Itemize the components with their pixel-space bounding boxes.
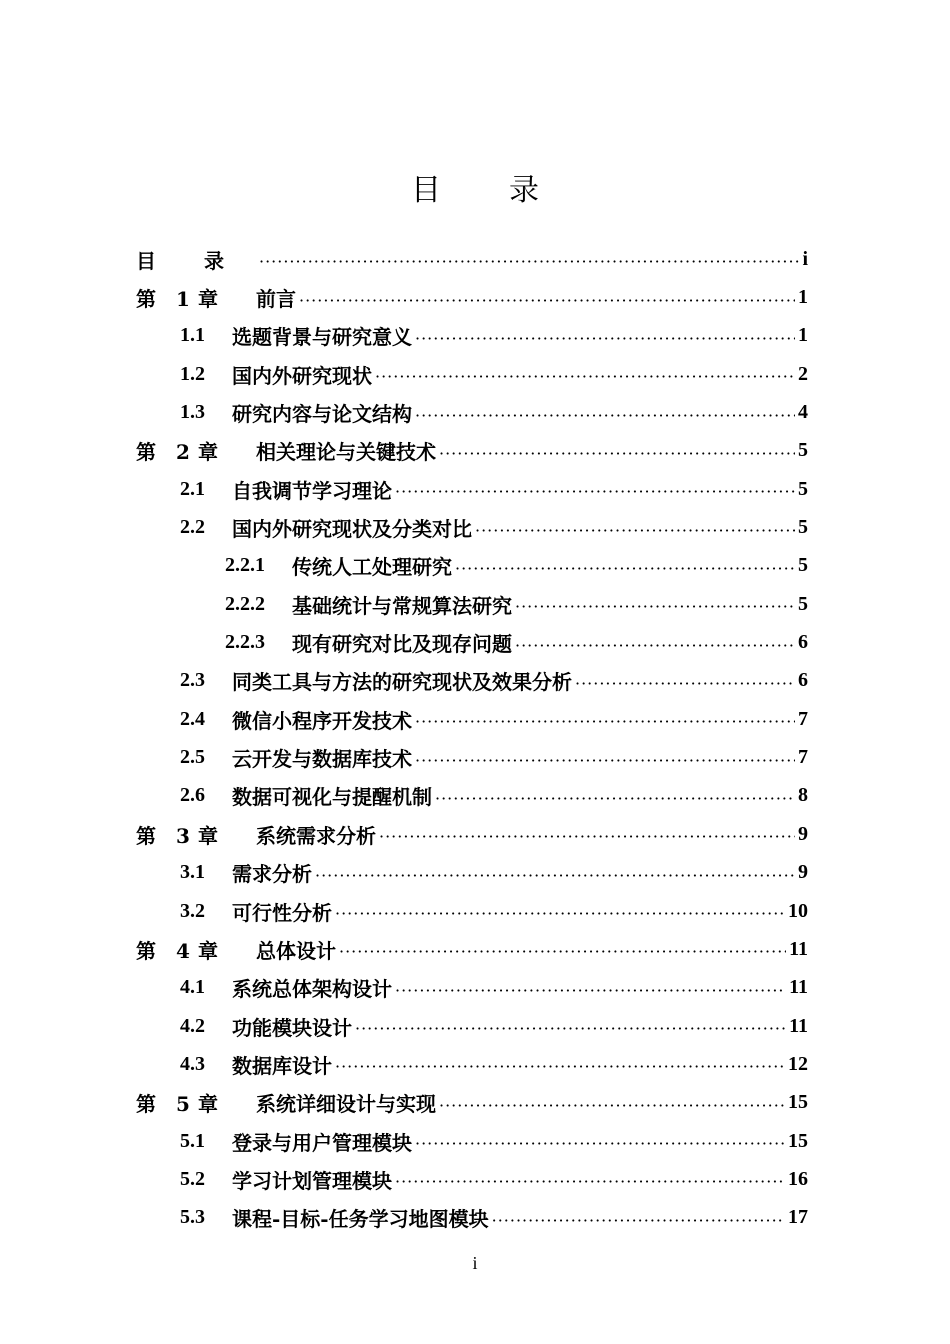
toc-entry[interactable] — [136, 1199, 808, 1237]
dot-leader — [299, 291, 795, 311]
toc-entry-title: 云开发与数据库技术 — [232, 747, 412, 772]
toc-entry-number: 1.3 — [180, 401, 205, 424]
toc-entry-title: 国内外研究现状 — [232, 363, 372, 388]
title-char-2: 录 — [509, 173, 539, 208]
toc-entry-number — [136, 245, 256, 274]
chapter-suffix: 录 — [204, 248, 224, 273]
chapter-suffix: 章 — [198, 440, 218, 465]
dot-leader — [515, 636, 795, 656]
toc-entry[interactable] — [136, 662, 808, 700]
chapter-number: 2 — [176, 440, 190, 465]
chapter-prefix: 第 — [136, 440, 156, 465]
toc-entry[interactable] — [136, 623, 808, 661]
dot-leader — [415, 406, 795, 426]
toc-entry[interactable] — [136, 432, 808, 470]
toc-entry-title: 登录与用户管理模块 — [232, 1130, 412, 1155]
toc-page-number: 1 — [798, 324, 808, 347]
toc-entry-number — [136, 436, 256, 465]
toc-entry-number — [136, 1088, 256, 1117]
toc-page-number: 10 — [788, 899, 808, 922]
toc-page-number: 9 — [798, 861, 808, 884]
toc-entry-title: 系统详细设计与实现 — [256, 1092, 436, 1117]
toc-entry-title: 数据可视化与提醒机制 — [232, 785, 432, 810]
toc-page-number: 11 — [789, 937, 808, 960]
toc-entry-title: 相关理论与关键技术 — [256, 440, 436, 465]
toc-entry[interactable] — [136, 969, 808, 1007]
toc-entry-title: 现有研究对比及现存问题 — [292, 632, 512, 657]
toc-page-number: 9 — [798, 822, 808, 845]
toc-page-number: 7 — [798, 707, 808, 730]
table-of-contents — [136, 240, 808, 1237]
toc-entry[interactable] — [136, 854, 808, 892]
toc-entry-title: 学习计划管理模块 — [232, 1168, 392, 1193]
chapter-number: 4 — [176, 938, 190, 963]
chapter-suffix: 章 — [198, 1092, 218, 1117]
chapter-number: 5 — [176, 1092, 190, 1117]
toc-entry-number: 2.3 — [180, 669, 205, 692]
toc-page-number: 5 — [798, 516, 808, 539]
toc-entry[interactable] — [136, 700, 808, 738]
toc-page-number: 8 — [798, 784, 808, 807]
toc-entry-title: 可行性分析 — [232, 900, 332, 925]
toc-entry-number: 2.2 — [180, 516, 205, 539]
toc-entry-title: 课程-目标-任务学习地图模块 — [232, 1207, 489, 1232]
toc-entry-title: 前言 — [256, 287, 296, 312]
toc-page-number: 12 — [788, 1052, 808, 1075]
toc-entry[interactable] — [136, 355, 808, 393]
dot-leader — [439, 1096, 785, 1116]
toc-entry[interactable] — [136, 470, 808, 508]
chapter-prefix: 第 — [136, 1092, 156, 1117]
toc-entry-title: 基础统计与常规算法研究 — [292, 593, 512, 618]
toc-entry-number: 5.1 — [180, 1129, 205, 1152]
toc-entry-number: 1.2 — [180, 362, 205, 385]
dot-leader — [375, 367, 795, 387]
chapter-prefix: 目 — [136, 248, 156, 273]
toc-entry[interactable] — [136, 508, 808, 546]
toc-page-number: 1 — [798, 286, 808, 309]
toc-entry[interactable] — [136, 547, 808, 585]
dot-leader — [475, 521, 795, 541]
dot-leader — [515, 597, 795, 617]
dot-leader — [339, 942, 786, 962]
toc-entry-number: 2.4 — [180, 707, 205, 730]
chapter-suffix: 章 — [198, 938, 218, 963]
toc-entry-title: 同类工具与方法的研究现状及效果分析 — [232, 670, 572, 695]
toc-entry-number: 5.2 — [180, 1167, 205, 1190]
chapter-number: 3 — [176, 823, 190, 848]
toc-entry-title: 功能模块设计 — [232, 1015, 352, 1040]
dot-leader — [415, 712, 795, 732]
toc-entry-number: 2.2.3 — [225, 631, 265, 654]
toc-entry[interactable] — [136, 777, 808, 815]
toc-entry-number: 2.5 — [180, 746, 205, 769]
dot-leader — [415, 751, 795, 771]
toc-entry[interactable] — [136, 393, 808, 431]
dot-leader — [435, 789, 795, 809]
toc-entry-title: 系统总体架构设计 — [232, 977, 392, 1002]
dot-leader — [415, 1134, 785, 1154]
toc-page-number: 5 — [798, 477, 808, 500]
toc-page-number: 11 — [789, 976, 808, 999]
toc-entry-number — [136, 820, 256, 849]
chapter-prefix: 第 — [136, 823, 156, 848]
toc-entry[interactable] — [136, 1160, 808, 1198]
toc-entry[interactable] — [136, 240, 808, 278]
toc-entry-number: 4.3 — [180, 1052, 205, 1075]
toc-page-number: i — [802, 247, 808, 270]
toc-entry-title: 系统需求分析 — [256, 823, 376, 848]
toc-entry[interactable] — [136, 278, 808, 316]
toc-page-number: 15 — [788, 1129, 808, 1152]
dot-leader — [575, 674, 795, 694]
toc-entry-number: 3.1 — [180, 861, 205, 884]
toc-entry-title: 需求分析 — [232, 862, 312, 887]
dot-leader — [439, 444, 795, 464]
toc-page-number: 5 — [798, 592, 808, 615]
dot-leader — [395, 1172, 785, 1192]
chapter-suffix: 章 — [198, 823, 218, 848]
toc-page-number: 16 — [788, 1167, 808, 1190]
toc-page-number: 7 — [798, 746, 808, 769]
toc-entry[interactable] — [136, 317, 808, 355]
toc-entry-number: 2.2.2 — [225, 592, 265, 615]
toc-entry[interactable] — [136, 1007, 808, 1045]
dot-leader — [335, 1057, 785, 1077]
chapter-suffix: 章 — [198, 287, 218, 312]
dot-leader — [395, 981, 786, 1001]
toc-entry-number: 2.1 — [180, 477, 205, 500]
toc-entry-number: 2.6 — [180, 784, 205, 807]
dot-leader — [355, 1019, 786, 1039]
toc-entry[interactable] — [136, 585, 808, 623]
toc-entry-number — [136, 283, 256, 312]
toc-page-number: 5 — [798, 554, 808, 577]
toc-entry-number: 2.2.1 — [225, 554, 265, 577]
toc-entry-title: 自我调节学习理论 — [232, 478, 392, 503]
toc-page-number: 6 — [798, 631, 808, 654]
toc-entry-number: 4.1 — [180, 976, 205, 999]
dot-leader — [315, 866, 795, 886]
toc-entry-number: 3.2 — [180, 899, 205, 922]
dot-leader — [455, 559, 795, 579]
toc-page-number: 6 — [798, 669, 808, 692]
toc-entry-number — [136, 935, 256, 964]
chapter-prefix: 第 — [136, 287, 156, 312]
toc-entry[interactable] — [136, 815, 808, 853]
toc-entry[interactable] — [136, 1084, 808, 1122]
page-number-footer: i — [472, 1253, 478, 1273]
toc-page-number: 11 — [789, 1014, 808, 1037]
toc-entry-title: 选题背景与研究意义 — [232, 325, 412, 350]
toc-entry-title: 微信小程序开发技术 — [232, 708, 412, 733]
dot-leader — [415, 329, 795, 349]
toc-entry-title: 总体设计 — [256, 938, 336, 963]
dot-leader — [379, 827, 795, 847]
toc-entry[interactable] — [136, 892, 808, 930]
dot-leader — [492, 1211, 785, 1231]
toc-entry-number: 1.1 — [180, 324, 205, 347]
toc-entry[interactable] — [136, 930, 808, 968]
toc-entry-number: 4.2 — [180, 1014, 205, 1037]
toc-entry[interactable] — [136, 1045, 808, 1083]
page-title — [0, 165, 950, 209]
dot-leader — [335, 904, 785, 924]
chapter-prefix: 第 — [136, 938, 156, 963]
toc-entry[interactable] — [136, 1122, 808, 1160]
title-char-1: 目 — [411, 173, 441, 208]
dot-leader — [395, 482, 795, 502]
toc-page-number: 2 — [798, 362, 808, 385]
toc-entry-title: 研究内容与论文结构 — [232, 402, 412, 427]
toc-page-number: 5 — [798, 439, 808, 462]
toc-page-number: 17 — [788, 1206, 808, 1229]
toc-entry-number: 5.3 — [180, 1206, 205, 1229]
toc-entry-title: 数据库设计 — [232, 1053, 332, 1078]
chapter-number: 1 — [176, 287, 190, 312]
toc-page-number: 15 — [788, 1091, 808, 1114]
dot-leader — [259, 252, 799, 272]
toc-page-number: 4 — [798, 401, 808, 424]
toc-entry[interactable] — [136, 738, 808, 776]
toc-entry-title: 传统人工处理研究 — [292, 555, 452, 580]
toc-entry-title: 国内外研究现状及分类对比 — [232, 517, 472, 542]
